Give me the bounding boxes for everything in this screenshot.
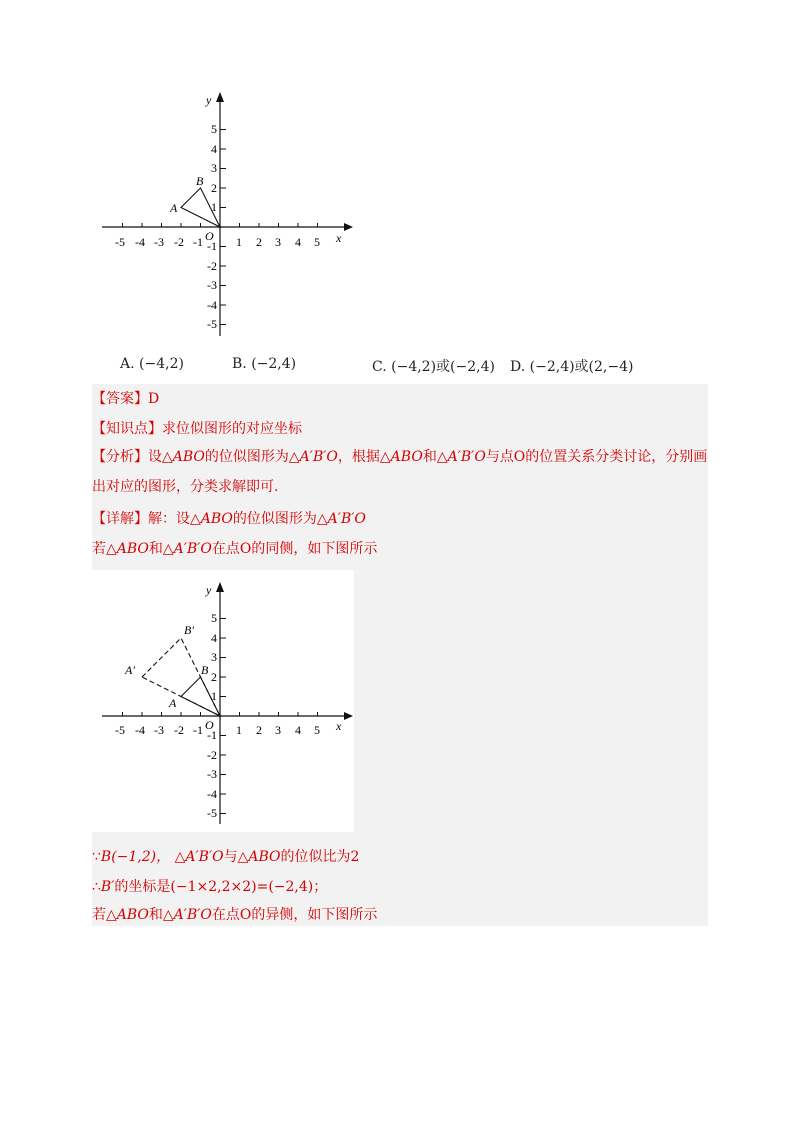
- x-tick-label: -5: [115, 235, 125, 249]
- case1-text: 在点O的同侧，如下图所示: [211, 541, 378, 557]
- y-tick-label: 1: [211, 689, 217, 703]
- triangle-name: △A′B′O: [162, 541, 212, 557]
- answer-line: [92, 388, 159, 408]
- case2-line: [92, 904, 377, 924]
- x-axis-label: x: [336, 719, 342, 733]
- because-line: [92, 846, 359, 866]
- because-text: 的位似比为2: [280, 849, 360, 865]
- x-tick-label: 1: [236, 235, 242, 249]
- case1-line: [92, 538, 377, 558]
- option-c: C. (−4,2)或(−2,4): [372, 359, 495, 375]
- case1-text: 若: [92, 541, 106, 557]
- x-tick-label: -1: [193, 235, 203, 249]
- x-tick-label: -4: [135, 235, 145, 249]
- point-B-label: B: [201, 663, 209, 677]
- y-axis-label: y: [206, 93, 212, 107]
- origin-label: O: [205, 229, 214, 243]
- analysis-text: 和: [422, 449, 437, 465]
- point-A-prime-label: A′: [125, 663, 135, 677]
- triangle-name: △ABO: [162, 449, 205, 465]
- point-B-prime-label: B′: [184, 623, 194, 637]
- option-b: B. (−2,4): [232, 356, 297, 372]
- answer-value: D: [148, 391, 160, 407]
- analysis-label: 【分析】: [92, 449, 148, 465]
- option-a: A. (−4,2): [120, 356, 184, 372]
- x-tick-label: 5: [314, 235, 320, 249]
- triangle-name: △ABO: [379, 449, 423, 465]
- option-d: D. (−2,4)或(2,−4): [510, 359, 634, 375]
- y-axis-arrow-icon: [216, 92, 224, 102]
- knowledge-line: [92, 418, 302, 438]
- y-tick-label: 5: [211, 611, 217, 625]
- triangle-name: △A′B′O: [288, 449, 338, 465]
- y-tick-label: -4: [207, 787, 217, 801]
- triangle-name: △ABO: [106, 907, 149, 923]
- x-axis-arrow-icon: [344, 712, 353, 720]
- case2-text: 和: [148, 907, 163, 923]
- coordinate-figure-2: [92, 570, 354, 832]
- y-tick-label: -1: [207, 728, 217, 742]
- y-tick-label: 2: [211, 181, 217, 195]
- triangle-name: △A′B′O: [436, 449, 486, 465]
- knowledge-value: 求位似图形的对应坐标: [162, 421, 302, 437]
- x-tick-label: -5: [115, 723, 125, 737]
- because-text: B(−1,2)，: [100, 849, 171, 865]
- case2-text: 若: [92, 907, 106, 923]
- because-text: 与: [223, 849, 238, 865]
- x-tick-label: 3: [275, 235, 281, 249]
- triangle-name: △ABO: [106, 541, 149, 557]
- x-tick-label: -3: [154, 235, 164, 249]
- analysis-paragraph: [92, 442, 708, 502]
- x-tick-label: -2: [174, 723, 184, 737]
- y-tick-label: -3: [207, 278, 217, 292]
- analysis-text: 与点O的位置关系分类讨论，分别画出对应的图形，分类求解即可.: [92, 449, 708, 495]
- therefore-symbol: ∴: [92, 879, 101, 895]
- x-axis-arrow-icon: [344, 223, 353, 231]
- y-tick-label: 2: [211, 670, 217, 684]
- origin-label: O: [205, 718, 214, 732]
- case1-text: 和: [148, 541, 163, 557]
- x-tick-label: 2: [256, 723, 262, 737]
- y-tick-label: 4: [211, 142, 217, 156]
- therefore-line: [92, 876, 327, 896]
- x-axis-label: x: [336, 231, 342, 245]
- y-tick-label: -5: [207, 806, 217, 820]
- solution-background-right: [354, 570, 708, 832]
- point-A-label: A: [169, 696, 177, 710]
- point-name: B′: [100, 879, 115, 895]
- analysis-text: ，根据: [337, 449, 380, 465]
- y-tick-label: 5: [211, 122, 217, 136]
- y-axis-label: y: [206, 583, 212, 597]
- y-tick-label: -2: [207, 748, 217, 762]
- x-tick-label: 1: [236, 723, 242, 737]
- detail-text: 解：设: [148, 511, 190, 527]
- x-tick-label: 2: [256, 235, 262, 249]
- triangle-name: △A′B′O: [162, 907, 212, 923]
- y-tick-label: -4: [207, 298, 217, 312]
- detail-line: [92, 508, 366, 528]
- triangle-name: △ABO: [190, 511, 233, 527]
- triangle-name: △A′B′O: [316, 511, 366, 527]
- x-tick-label: 4: [295, 235, 301, 249]
- coordinate-figure-1: [92, 88, 354, 350]
- point-A-label: A: [170, 201, 178, 215]
- y-tick-label: -1: [207, 239, 217, 253]
- y-tick-label: 3: [211, 650, 217, 664]
- y-tick-label: -3: [207, 767, 217, 781]
- options-row: [0, 356, 800, 380]
- x-tick-label: -2: [174, 235, 184, 249]
- x-tick-label: -4: [135, 723, 145, 737]
- analysis-text: 设: [148, 449, 162, 465]
- because-symbol: ∵: [92, 849, 101, 865]
- therefore-text: 的坐标是(−1×2,2×2)=(−2,4)；: [114, 879, 328, 895]
- y-tick-label: 1: [211, 200, 217, 214]
- triangle-name: △A′B′O: [174, 849, 224, 865]
- y-tick-label: 4: [211, 631, 217, 645]
- answer-label: 【答案】: [92, 391, 148, 407]
- x-tick-label: -3: [154, 723, 164, 737]
- x-tick-label: 3: [275, 723, 281, 737]
- detail-text: 的位似图形为: [232, 511, 317, 527]
- analysis-text: 的位似图形为: [204, 449, 289, 465]
- y-tick-label: -2: [207, 259, 217, 273]
- y-tick-label: 3: [211, 161, 217, 175]
- x-tick-label: 5: [314, 723, 320, 737]
- x-tick-label: -1: [193, 723, 203, 737]
- x-tick-label: 4: [295, 723, 301, 737]
- y-axis-arrow-icon: [216, 582, 224, 592]
- case2-text: 在点O的异侧，如下图所示: [211, 907, 378, 923]
- triangle-name: △ABO: [237, 849, 281, 865]
- point-B-label: B: [196, 174, 204, 188]
- triangle-A2B2O-dashed: [142, 638, 220, 716]
- detail-label: 【详解】: [92, 511, 148, 527]
- knowledge-label: 【知识点】: [92, 421, 162, 437]
- y-tick-label: -5: [207, 317, 217, 331]
